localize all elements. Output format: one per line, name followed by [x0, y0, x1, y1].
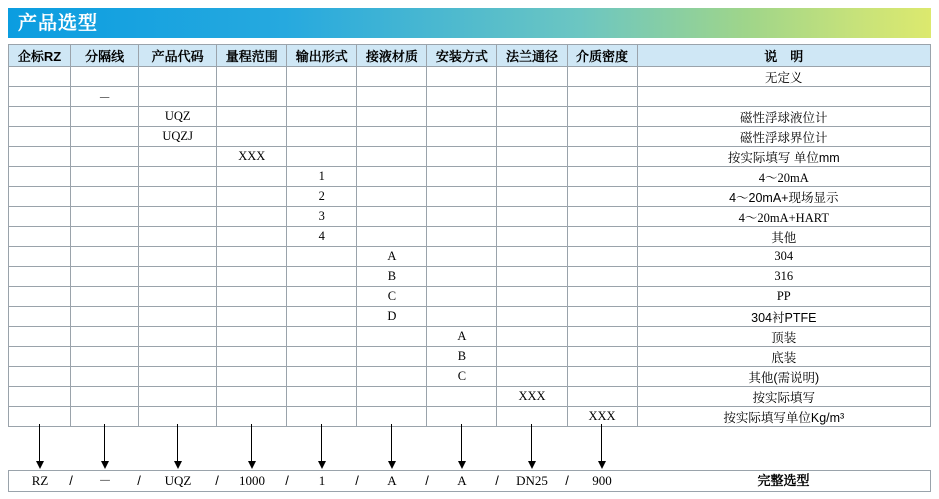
table-row: [9, 247, 931, 267]
table-body: [9, 67, 931, 427]
empty-cell: [139, 287, 217, 307]
empty-cell: [357, 367, 427, 387]
empty-cell: [9, 247, 71, 267]
table-row: [9, 207, 931, 227]
option-description-cell: 按实际填写 单位mm: [637, 147, 930, 167]
empty-cell: [427, 167, 497, 187]
empty-cell: [567, 227, 637, 247]
option-description-cell: 按实际填写单位Kg/m³: [637, 407, 930, 427]
empty-cell: [139, 247, 217, 267]
empty-cell: [357, 107, 427, 127]
empty-cell: [427, 87, 497, 107]
empty-cell: [567, 127, 637, 147]
empty-cell: [427, 67, 497, 87]
empty-cell: [427, 107, 497, 127]
empty-cell: [71, 367, 139, 387]
option-description-cell: 按实际填写: [637, 387, 930, 407]
empty-cell: [217, 227, 287, 247]
summary-value-code: UQZ: [164, 473, 192, 488]
summary-value-sep: －: [98, 473, 112, 488]
option-code-cell: XXX: [567, 407, 637, 427]
table-row: [9, 127, 931, 147]
option-code-cell: UQZJ: [139, 127, 217, 147]
option-code-cell: A: [357, 247, 427, 267]
empty-cell: [9, 267, 71, 287]
down-arrow-icon: [251, 424, 252, 462]
empty-cell: [427, 147, 497, 167]
empty-cell: [9, 187, 71, 207]
empty-cell: [427, 187, 497, 207]
empty-cell: [71, 187, 139, 207]
summary-separator: /: [69, 473, 73, 488]
empty-cell: [71, 227, 139, 247]
empty-cell: [71, 267, 139, 287]
empty-cell: [139, 147, 217, 167]
column-header-output: 输出形式: [287, 45, 357, 67]
empty-cell: [9, 287, 71, 307]
empty-cell: [427, 387, 497, 407]
empty-cell: [217, 127, 287, 147]
empty-cell: [497, 207, 567, 227]
table-header: [9, 45, 931, 67]
empty-cell: [217, 267, 287, 287]
empty-cell: [357, 347, 427, 367]
empty-cell: [567, 367, 637, 387]
empty-cell: [71, 287, 139, 307]
down-arrow-icon: [39, 424, 40, 462]
table-row: [9, 227, 931, 247]
empty-cell: [71, 127, 139, 147]
empty-cell: [139, 227, 217, 247]
down-arrow-icon: [104, 424, 105, 462]
summary-value-flange: DN25: [516, 473, 548, 488]
empty-cell: [427, 127, 497, 147]
empty-cell: [9, 87, 71, 107]
empty-cell: [287, 107, 357, 127]
option-description-cell: PP: [637, 287, 930, 307]
option-description-cell: 4～20mA+现场显示: [637, 187, 930, 207]
empty-cell: [71, 147, 139, 167]
empty-cell: [287, 67, 357, 87]
summary-value-density: 900: [592, 473, 612, 488]
option-code-cell: 1: [287, 167, 357, 187]
empty-cell: [71, 347, 139, 367]
option-description-cell: 其他(需说明): [637, 367, 930, 387]
summary-separator: /: [355, 473, 359, 488]
option-code-cell: 2: [287, 187, 357, 207]
empty-cell: [9, 367, 71, 387]
down-arrow-icon: [461, 424, 462, 462]
option-description-cell: 其他: [637, 227, 930, 247]
empty-cell: [217, 187, 287, 207]
table-row: [9, 167, 931, 187]
summary-value-wetted: A: [387, 473, 397, 488]
option-code-cell: XXX: [497, 387, 567, 407]
option-description-cell: 底装: [637, 347, 930, 367]
option-description-cell: 磁性浮球界位计: [637, 127, 930, 147]
empty-cell: [497, 267, 567, 287]
empty-cell: [217, 287, 287, 307]
empty-cell: [217, 67, 287, 87]
down-arrow-icon: [391, 424, 392, 462]
empty-cell: [427, 227, 497, 247]
empty-cell: [9, 387, 71, 407]
column-header-range: 量程范围: [217, 45, 287, 67]
empty-cell: [567, 207, 637, 227]
empty-cell: [71, 307, 139, 327]
empty-cell: [9, 107, 71, 127]
table-row: [9, 367, 931, 387]
option-code-cell: C: [357, 287, 427, 307]
table-row: [9, 147, 931, 167]
empty-cell: [287, 147, 357, 167]
option-description-cell: 无定义: [637, 67, 930, 87]
empty-cell: [427, 287, 497, 307]
empty-cell: [357, 87, 427, 107]
table-row: [9, 307, 931, 327]
empty-cell: [9, 207, 71, 227]
empty-cell: [9, 127, 71, 147]
empty-cell: [567, 327, 637, 347]
table-row: [9, 327, 931, 347]
summary-value-range: 1000: [239, 473, 265, 488]
empty-cell: [497, 327, 567, 347]
empty-cell: [217, 207, 287, 227]
empty-cell: [567, 67, 637, 87]
table-row: [9, 107, 931, 127]
summary-value-mount: A: [457, 473, 467, 488]
option-description-cell: 4～20mA+HART: [637, 207, 930, 227]
option-description-cell: 顶装: [637, 327, 930, 347]
summary-description: 完整选型: [757, 473, 810, 488]
empty-cell: [357, 327, 427, 347]
column-header-code: 产品代码: [139, 45, 217, 67]
empty-cell: [217, 347, 287, 367]
empty-cell: [139, 267, 217, 287]
table-row: [9, 187, 931, 207]
table-row: [9, 67, 931, 87]
option-code-cell: C: [427, 367, 497, 387]
option-code-cell: 3: [287, 207, 357, 227]
summary-separator: /: [137, 473, 141, 488]
down-arrow-icon: [321, 424, 322, 462]
option-code-cell: B: [427, 347, 497, 367]
empty-cell: [567, 287, 637, 307]
empty-cell: [497, 187, 567, 207]
empty-cell: [357, 167, 427, 187]
empty-cell: [217, 327, 287, 347]
empty-cell: [287, 307, 357, 327]
empty-cell: [427, 207, 497, 227]
empty-cell: [139, 367, 217, 387]
empty-cell: [139, 67, 217, 87]
option-code-cell: 4: [287, 227, 357, 247]
empty-cell: [287, 267, 357, 287]
empty-cell: [567, 347, 637, 367]
option-description-cell: 304: [637, 247, 930, 267]
empty-cell: [139, 387, 217, 407]
empty-cell: [567, 167, 637, 187]
empty-cell: [567, 247, 637, 267]
summary-separator: /: [285, 473, 289, 488]
empty-cell: [497, 287, 567, 307]
empty-cell: [217, 387, 287, 407]
summary-value-brand: RZ: [31, 473, 49, 488]
table-row: [9, 267, 931, 287]
empty-cell: [497, 147, 567, 167]
empty-cell: [427, 247, 497, 267]
summary-row: [8, 470, 931, 492]
empty-cell: [9, 327, 71, 347]
empty-cell: [567, 87, 637, 107]
column-header-flange: 法兰通径: [497, 45, 567, 67]
down-arrow-icon: [531, 424, 532, 462]
empty-cell: [497, 247, 567, 267]
empty-cell: [497, 367, 567, 387]
column-header-sep: 分隔线: [71, 45, 139, 67]
summary-separator: /: [215, 473, 219, 488]
empty-cell: [357, 147, 427, 167]
empty-cell: [357, 127, 427, 147]
empty-cell: [217, 307, 287, 327]
empty-cell: [567, 387, 637, 407]
empty-cell: [71, 247, 139, 267]
empty-cell: [71, 107, 139, 127]
empty-cell: [9, 167, 71, 187]
empty-cell: [139, 327, 217, 347]
empty-cell: [357, 207, 427, 227]
table-row: [9, 387, 931, 407]
empty-cell: [9, 307, 71, 327]
empty-cell: [497, 167, 567, 187]
empty-cell: [567, 267, 637, 287]
empty-cell: [497, 127, 567, 147]
empty-cell: [139, 347, 217, 367]
empty-cell: [71, 387, 139, 407]
empty-cell: [139, 207, 217, 227]
option-description-cell: 4～20mA: [637, 167, 930, 187]
option-description-cell: 304衬PTFE: [637, 307, 930, 327]
column-header-desc: 说 明: [637, 45, 930, 67]
empty-cell: [139, 187, 217, 207]
empty-cell: [567, 187, 637, 207]
option-code-cell: B: [357, 267, 427, 287]
empty-cell: [497, 107, 567, 127]
option-code-cell: XXX: [217, 147, 287, 167]
empty-cell: [357, 67, 427, 87]
table-row: [9, 87, 931, 107]
empty-cell: [427, 267, 497, 287]
empty-cell: [497, 87, 567, 107]
empty-cell: [567, 307, 637, 327]
option-code-cell: －: [71, 87, 139, 107]
empty-cell: [139, 167, 217, 187]
empty-cell: [9, 227, 71, 247]
empty-cell: [287, 367, 357, 387]
empty-cell: [139, 307, 217, 327]
table-row: [9, 287, 931, 307]
empty-cell: [71, 167, 139, 187]
empty-cell: [71, 207, 139, 227]
option-code-cell: A: [427, 327, 497, 347]
empty-cell: [217, 247, 287, 267]
empty-cell: [71, 327, 139, 347]
column-header-brand: 企标RZ: [9, 45, 71, 67]
empty-cell: [567, 107, 637, 127]
summary-separator: /: [495, 473, 499, 488]
summary-value-output: 1: [318, 473, 326, 488]
empty-cell: [497, 307, 567, 327]
option-description-cell: 磁性浮球液位计: [637, 107, 930, 127]
empty-cell: [497, 227, 567, 247]
empty-cell: [287, 387, 357, 407]
empty-cell: [9, 347, 71, 367]
empty-cell: [287, 327, 357, 347]
arrow-band: [8, 424, 931, 470]
column-header-mount: 安装方式: [427, 45, 497, 67]
empty-cell: [497, 67, 567, 87]
summary-separator: /: [565, 473, 569, 488]
empty-cell: [217, 107, 287, 127]
empty-cell: [357, 227, 427, 247]
empty-cell: [287, 347, 357, 367]
empty-cell: [217, 87, 287, 107]
empty-cell: [427, 307, 497, 327]
empty-cell: [287, 127, 357, 147]
page-title: 产品选型: [18, 12, 99, 34]
option-code-cell: D: [357, 307, 427, 327]
empty-cell: [139, 87, 217, 107]
column-header-wetted: 接液材质: [357, 45, 427, 67]
title-bar: [8, 8, 931, 38]
empty-cell: [357, 187, 427, 207]
empty-cell: [287, 87, 357, 107]
empty-cell: [217, 167, 287, 187]
option-code-cell: UQZ: [139, 107, 217, 127]
option-description-cell: 316: [637, 267, 930, 287]
down-arrow-icon: [177, 424, 178, 462]
selection-matrix-table: [8, 44, 931, 427]
empty-cell: [9, 67, 71, 87]
table-row: [9, 347, 931, 367]
header-row: [9, 45, 931, 67]
summary-separator: /: [425, 473, 429, 488]
column-header-density: 介质密度: [567, 45, 637, 67]
down-arrow-icon: [601, 424, 602, 462]
empty-cell: [9, 147, 71, 167]
empty-cell: [71, 67, 139, 87]
empty-cell: [567, 147, 637, 167]
empty-cell: [287, 287, 357, 307]
empty-cell: [287, 247, 357, 267]
empty-cell: [357, 387, 427, 407]
empty-cell: [497, 347, 567, 367]
empty-cell: [217, 367, 287, 387]
option-description-cell: [637, 87, 930, 107]
